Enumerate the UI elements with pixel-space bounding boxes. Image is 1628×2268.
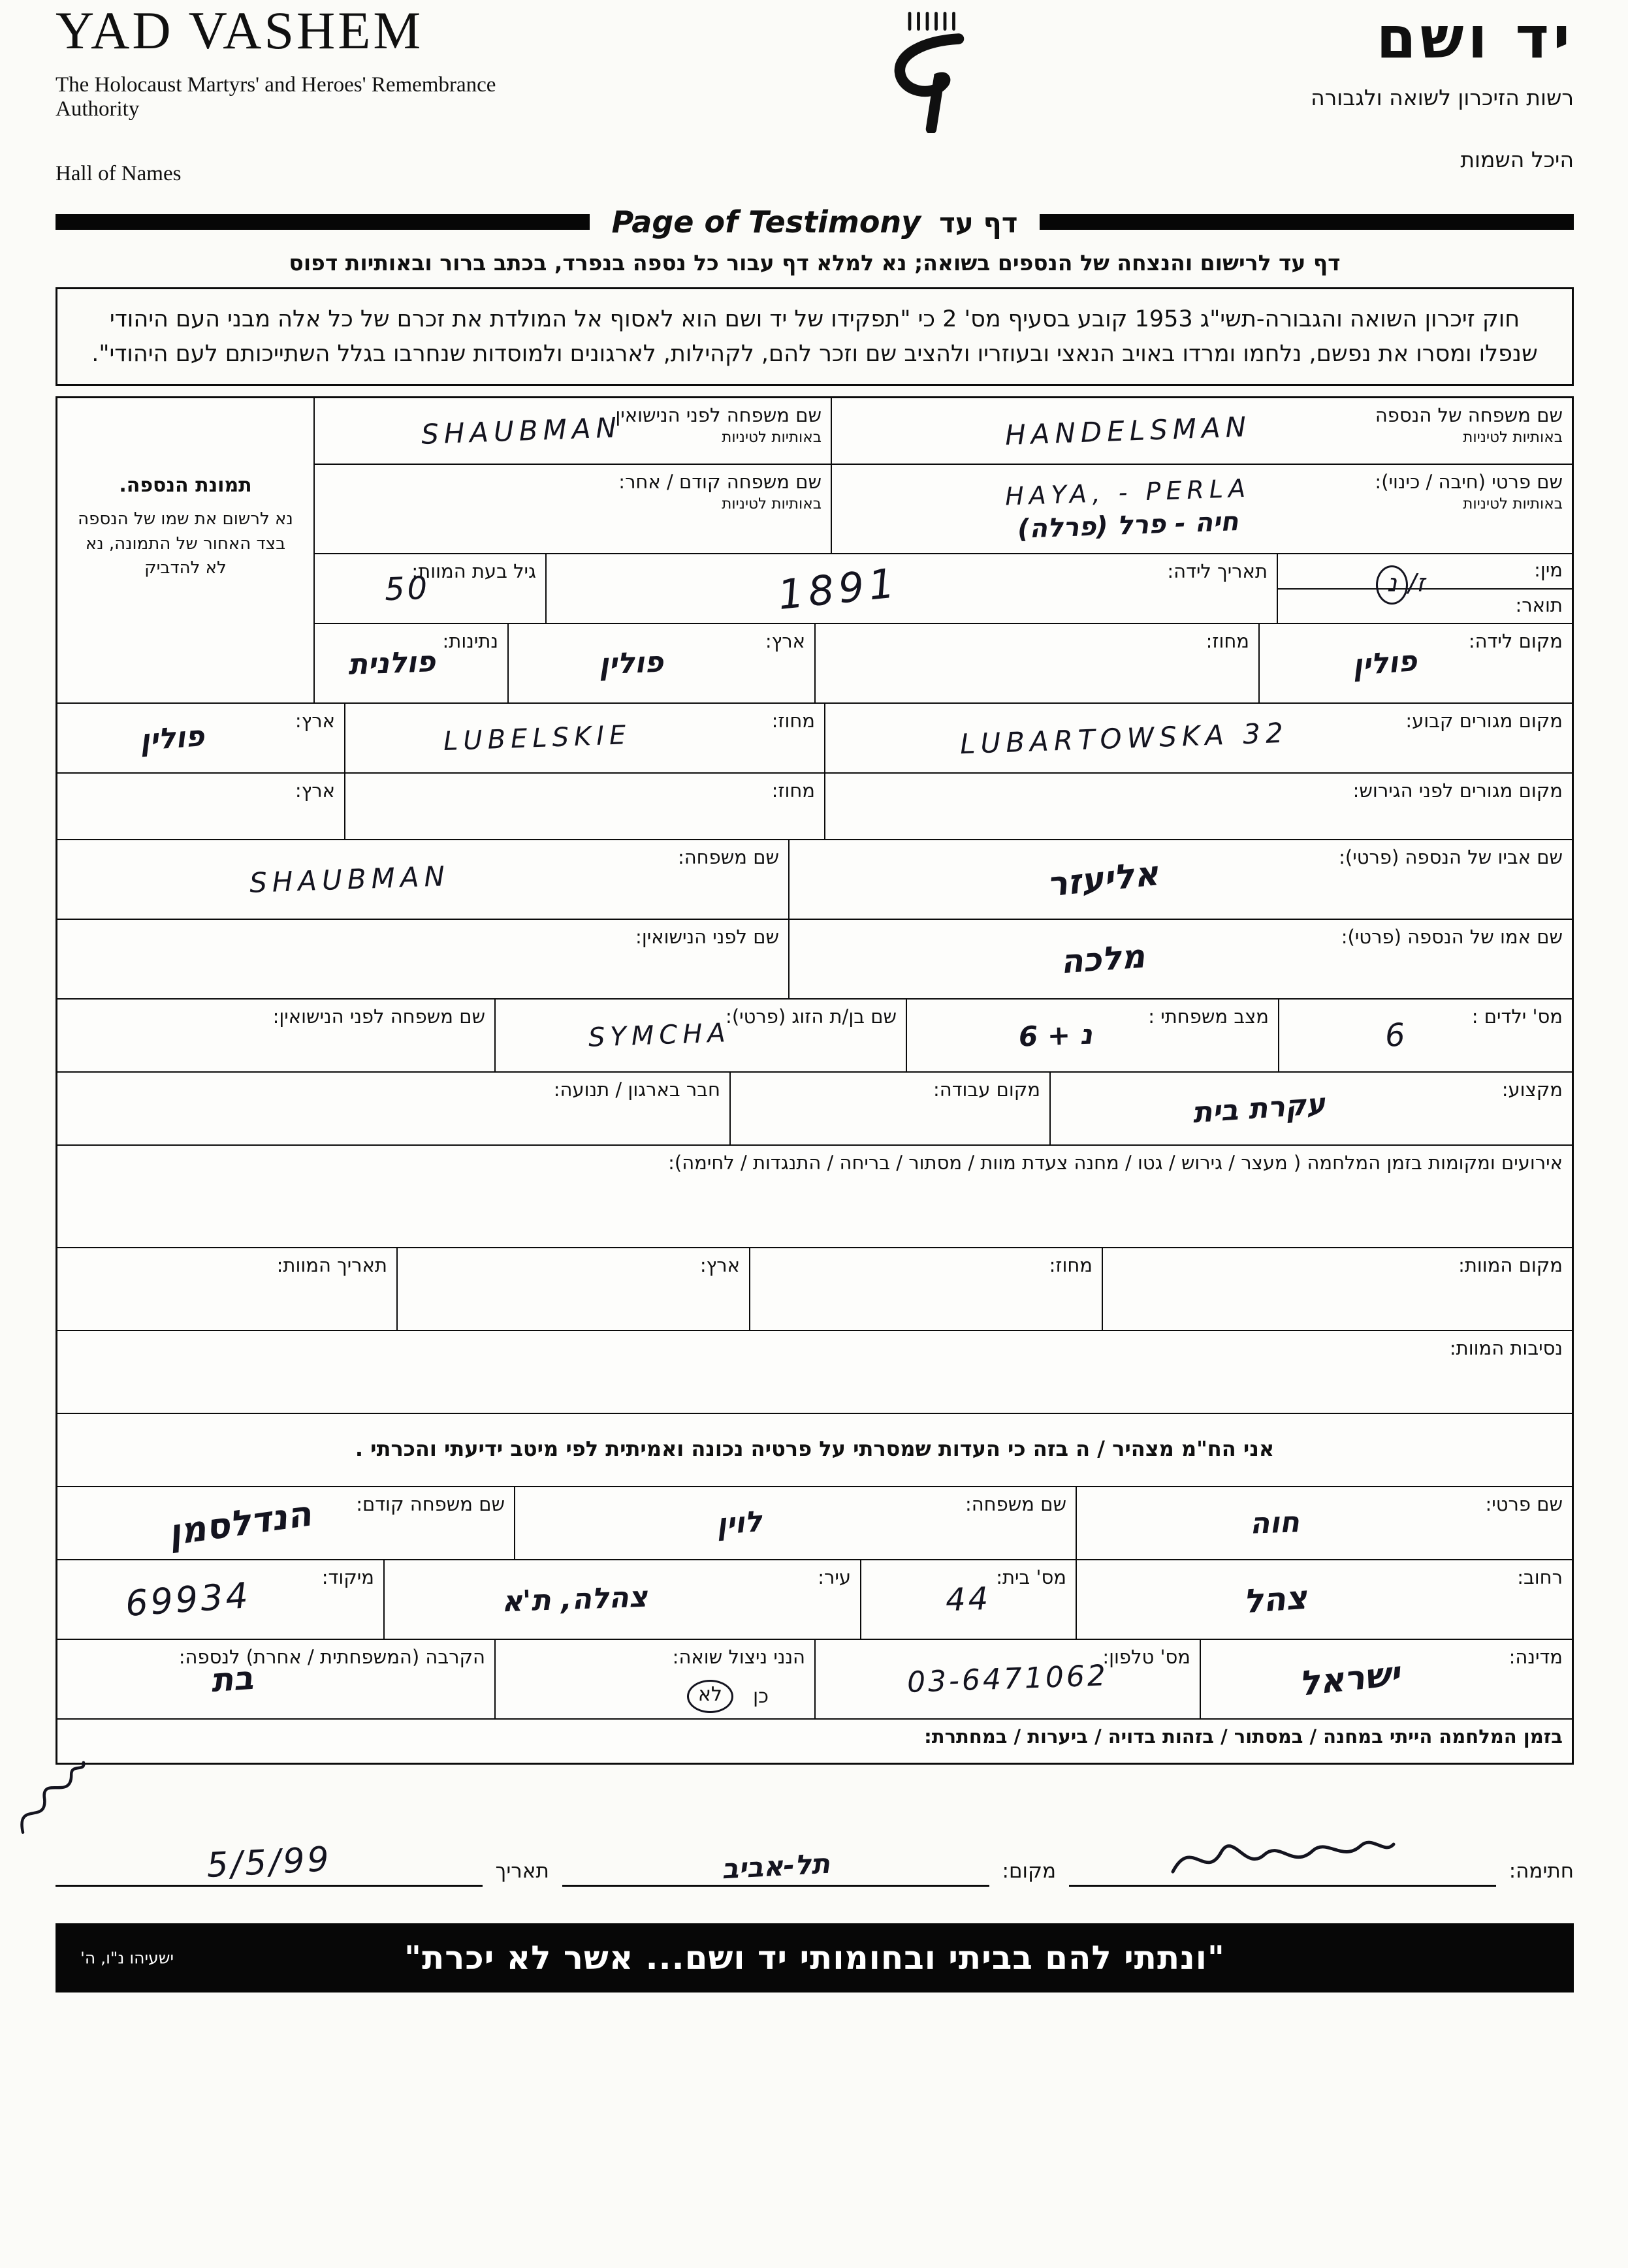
spouse-maiden-name-field xyxy=(57,1000,496,1071)
phone-value: 03-6471062 xyxy=(906,1659,1109,1699)
children-count-label: מס' ילדים : xyxy=(1471,1005,1563,1028)
pre-expulsion-label: מקום מגורים לפני הגירוש: xyxy=(1352,780,1563,802)
marital-status-field xyxy=(907,1000,1279,1071)
death-circumstances-label: נסיבות המוות: xyxy=(1449,1337,1563,1359)
age-at-death-label: גיל בעת המוות: xyxy=(411,560,536,582)
submitter-family-name-value: לוין xyxy=(715,1505,763,1541)
country-label: מדינה: xyxy=(1508,1646,1563,1668)
mother-maiden-name-field xyxy=(57,920,790,998)
profession-value: עקרת בית xyxy=(1191,1087,1327,1130)
house-number-field xyxy=(861,1560,1077,1639)
marital-status-value: נ + 6 xyxy=(1018,1018,1093,1053)
maiden-name-label: שם משפחה לפני הנישואין xyxy=(615,404,822,426)
first-name-label: שם פרטי (חיבה / כינוי): xyxy=(1375,471,1563,493)
father-first-name-field xyxy=(790,840,1572,919)
country-field xyxy=(1201,1640,1572,1718)
birth-place-label: מקום לידה: xyxy=(1468,630,1563,652)
street-field xyxy=(1077,1560,1572,1639)
header-english-block xyxy=(56,1,552,186)
street-value: צהל xyxy=(1241,1578,1308,1621)
workplace-field xyxy=(731,1073,1051,1144)
gender-value xyxy=(1376,569,1425,597)
row-gender-birth xyxy=(315,554,1572,624)
submitter-family-name-field xyxy=(515,1487,1077,1559)
latin-letters-note: באותיות לטיניות xyxy=(1463,429,1563,447)
children-count-field xyxy=(1279,1000,1572,1071)
maiden-name-field xyxy=(315,398,832,464)
hall-of-names-en: Hall of Names xyxy=(56,162,182,185)
residence-district-value: LUBELSKIE xyxy=(442,719,631,757)
signature-label: חתימה: xyxy=(1508,1859,1574,1883)
death-district-label: מחוז: xyxy=(1049,1254,1093,1276)
death-place-field xyxy=(1103,1248,1572,1330)
header xyxy=(56,1,1574,186)
relation-value: בת xyxy=(210,1658,255,1700)
age-at-death-value: 50 xyxy=(383,569,430,608)
org-name-en: YAD VASHEM xyxy=(56,1,424,60)
death-date-label: תאריך המוות: xyxy=(276,1254,387,1276)
age-at-death-field xyxy=(315,554,547,623)
row-submitter-names xyxy=(57,1487,1572,1560)
row-family-status xyxy=(57,1000,1572,1073)
first-name-hebrew-value: חיה - פרל (פרלה) xyxy=(1017,506,1239,544)
death-date-field xyxy=(57,1248,398,1330)
birth-date-label: תאריך לידה: xyxy=(1167,560,1268,582)
latin-letters-note: באותיות לטיניות xyxy=(722,496,822,513)
row-submitter-war-status xyxy=(57,1720,1572,1763)
title-bar xyxy=(56,204,1574,240)
birth-country-value: פולין xyxy=(598,645,664,682)
photo-box-title: תמונת הנספה. xyxy=(119,474,252,497)
latin-letters-note: באותיות לטיניות xyxy=(1463,496,1563,513)
war-events-label: אירועים ומקומות בזמן המלחמה ( מעצר / גירוש / גטו / מחנה צעדת מוות / מסתור / בריחה / התנגדות / לחימה): xyxy=(668,1152,1563,1174)
gender-separator: / xyxy=(1408,569,1417,597)
date-value: 5/5/99 xyxy=(205,1840,332,1885)
first-name-latin-value: HAYA, - PERLA xyxy=(1004,473,1251,511)
testimony-form-table xyxy=(56,396,1574,1765)
organization-label: חבר בארגון / תנועה: xyxy=(553,1079,720,1101)
gender-label: מין: xyxy=(1534,559,1563,581)
citizenship-value: פולנית xyxy=(347,645,436,682)
declaration-text: אני הח"מ מצהיר / ה בזה כי העדות שמסרתי על פרטיה נכונה ואמיתית לפי מיטב ידיעתי והכרתי . xyxy=(355,1436,1275,1461)
survivor-option-no-circled: לא xyxy=(687,1680,733,1713)
phone-label: מס' טלפון: xyxy=(1102,1646,1190,1668)
submitter-former-name-label: שם משפחה קודם: xyxy=(356,1493,505,1515)
footer-quote: "ונתתי להם בביתי ובחומותי יד ושם... אשר לא יכרת" xyxy=(404,1939,1225,1977)
row-war-events xyxy=(57,1146,1572,1248)
marital-status-label: מצב משפחתי : xyxy=(1148,1005,1269,1028)
birth-place-value: פולין xyxy=(1351,644,1418,682)
first-name-field xyxy=(832,465,1572,553)
spouse-name-value: SYMCHA xyxy=(588,1018,731,1053)
residence-label: מקום מגורים קבוע: xyxy=(1405,710,1563,732)
spouse-name-label: שם בן/ת הזוג (פרטי): xyxy=(726,1005,897,1028)
residence-field xyxy=(825,704,1572,772)
war-events-field xyxy=(57,1146,1572,1247)
death-country-field xyxy=(398,1248,750,1330)
citizenship-field xyxy=(315,624,509,702)
title-bar-left-rule xyxy=(56,214,590,230)
former-family-name-field xyxy=(315,465,832,553)
submitter-first-name-label: שם פרטי: xyxy=(1485,1493,1563,1515)
row-profession xyxy=(57,1073,1572,1146)
citizenship-label: נתינות: xyxy=(442,630,498,652)
house-number-value: 44 xyxy=(945,1580,992,1619)
row-permanent-residence xyxy=(57,704,1572,774)
survivor-label: הנני ניצול שואה: xyxy=(672,1646,805,1668)
mother-first-name-value: מלכה xyxy=(1059,937,1146,981)
gender-title-stack xyxy=(1278,554,1572,623)
pre-expulsion-district-field xyxy=(345,774,825,839)
signature-section xyxy=(56,1833,1574,1887)
title-bar-right-rule xyxy=(1040,214,1574,230)
submitter-first-name-field xyxy=(1077,1487,1572,1559)
city-label: עיר: xyxy=(818,1566,851,1588)
page-title-en: Page of Testimony xyxy=(611,204,921,240)
org-tagline-he: רשות הזיכרון לשואה ולגבורה xyxy=(1311,85,1574,110)
photo-box xyxy=(57,398,315,702)
relation-label: הקרבה (המשפחתית / אחרת) לנספה: xyxy=(178,1646,485,1668)
footer-quote-bar xyxy=(56,1923,1574,1992)
profession-field xyxy=(1051,1073,1572,1144)
gender-female-circled: נ xyxy=(1376,565,1408,605)
residence-district-label: מחוז: xyxy=(771,710,815,732)
birth-district-label: מחוז: xyxy=(1205,630,1249,652)
maiden-name-value: SHAUBMAN xyxy=(420,411,622,450)
place-line xyxy=(562,1833,989,1887)
workplace-label: מקום עבודה: xyxy=(933,1079,1040,1101)
footer-citation: ישעיהו נ"ו, ה' xyxy=(80,1948,174,1968)
father-family-name-label: שם משפחה: xyxy=(677,846,779,868)
birth-district-field xyxy=(816,624,1260,702)
submitter-war-status-label: בזמן המלחמה הייתי במחנה / במסתור / בזהות בדויה / ביערות / במחתרת: xyxy=(924,1725,1563,1748)
father-family-name-value: SHAUBMAN xyxy=(249,860,451,899)
form-instructions: דף עד לרישום והנצחה של הנספים בשואה; נא למלא דף עבור כל נספה בנפרד, בכתב ברור ובאותיות דפוס xyxy=(289,250,1341,276)
victim-family-name-value: HANDELSMAN xyxy=(1004,410,1252,452)
row-first-name xyxy=(315,465,1572,554)
title-label: תואר: xyxy=(1515,593,1563,616)
residence-district-field xyxy=(345,704,825,772)
mother-first-name-field xyxy=(790,920,1572,998)
father-family-name-field xyxy=(57,840,790,919)
row-submitter-contact xyxy=(57,1640,1572,1720)
header-hebrew-block xyxy=(1311,4,1574,172)
submitter-former-name-field xyxy=(57,1487,515,1559)
zip-code-field xyxy=(57,1560,385,1639)
pre-expulsion-country-label: ארץ: xyxy=(295,780,335,802)
death-circumstances-field xyxy=(57,1331,1572,1413)
row-family-names xyxy=(315,398,1572,465)
relation-field xyxy=(57,1640,496,1718)
residence-country-value: פולין xyxy=(138,719,206,757)
residence-value: LUBARTOWSKA 32 xyxy=(959,716,1289,760)
residence-country-field xyxy=(57,704,345,772)
page-title-he: דף עד xyxy=(939,207,1018,239)
phone-field xyxy=(816,1640,1201,1718)
zip-code-label: מיקוד: xyxy=(321,1566,374,1588)
row-declaration xyxy=(57,1414,1572,1487)
form-top-section xyxy=(57,398,1572,704)
org-tagline-en: The Holocaust Martyrs' and Heroes' Remembrance Authority xyxy=(56,73,496,121)
pre-expulsion-country-field xyxy=(57,774,345,839)
survivor-options xyxy=(687,1680,769,1713)
street-label: רחוב: xyxy=(1517,1566,1563,1588)
survivor-field xyxy=(496,1640,816,1718)
place-value: תל-אביב xyxy=(720,1847,831,1885)
organization-field xyxy=(57,1073,731,1144)
profession-label: מקצוע: xyxy=(1501,1079,1563,1101)
survivor-option-yes: כן xyxy=(752,1685,769,1708)
children-count-value: 6 xyxy=(1384,1016,1409,1055)
row-father xyxy=(57,840,1572,920)
former-family-name-label: שם משפחה קודם / אחר: xyxy=(618,471,822,493)
date-line xyxy=(56,1833,483,1887)
latin-letters-note: באותיות לטיניות xyxy=(722,429,822,447)
city-field xyxy=(385,1560,861,1639)
yad-vashem-logo-icon xyxy=(882,9,980,136)
victim-family-name-field xyxy=(832,398,1572,464)
birth-date-value: 1891 xyxy=(775,558,902,619)
pre-expulsion-district-label: מחוז: xyxy=(771,780,815,802)
gender-male-option: ז xyxy=(1416,569,1426,597)
place-label: מקום: xyxy=(1002,1859,1057,1883)
death-place-label: מקום המוות: xyxy=(1458,1254,1563,1276)
row-death-place xyxy=(57,1248,1572,1331)
row-death-circumstances xyxy=(57,1331,1572,1414)
birth-place-field xyxy=(1260,624,1572,702)
submitter-family-name-label: שם משפחה: xyxy=(965,1493,1066,1515)
row-birth-place xyxy=(315,624,1572,702)
city-value: צהלה, ת'א xyxy=(501,1580,648,1619)
signature-scribble xyxy=(1165,1826,1400,1889)
house-number-label: מס' בית: xyxy=(996,1566,1066,1588)
birth-date-field xyxy=(547,554,1278,623)
signature-line xyxy=(1069,1833,1496,1887)
submitter-first-name-value: חוה xyxy=(1249,1505,1300,1541)
date-label: תאריך xyxy=(495,1859,549,1883)
spouse-name-field xyxy=(496,1000,907,1071)
row-submitter-address xyxy=(57,1560,1572,1640)
gender-field xyxy=(1278,554,1572,597)
pre-expulsion-field xyxy=(825,774,1572,839)
birth-country-label: ארץ: xyxy=(765,630,805,652)
birth-country-field xyxy=(509,624,816,702)
row-pre-expulsion-residence xyxy=(57,774,1572,840)
zip-code-value: 69934 xyxy=(123,1574,252,1625)
death-district-field xyxy=(750,1248,1103,1330)
photo-box-note: נא לרשום את שמו של הנספה בצד האחור של התמונה, נא לא להדביק xyxy=(78,509,293,578)
org-name-he: יד ושם xyxy=(1376,4,1574,71)
residence-country-label: ארץ: xyxy=(295,710,335,732)
father-first-name-value: אליעזר xyxy=(1044,854,1160,905)
country-value: ישראל xyxy=(1297,1654,1402,1704)
hall-of-names-he: היכל השמות xyxy=(1460,147,1574,172)
mother-maiden-name-label: שם לפני הנישואין: xyxy=(635,926,779,948)
remembrance-law-text: חוק זיכרון השואה והגבורה-תשי"ג 1953 קובע בסעיף מס' 2 כי "תפקידו של יד ושם הוא לאסוף אל המולדת את זכרם של כל אלה מבני העם היהודי שנפלו ומסרו את נפשם, נלחמו ומרדו באויב הנאצי ובעוזריו ולהציב שם וזכר להם, לקהילות, לארגונים ולמוסדות שנחרבו בגלל השתייכותם לעם היהודי". xyxy=(56,287,1574,386)
mother-first-name-label: שם אמו של הנספה (פרטי): xyxy=(1341,926,1563,948)
spouse-maiden-name-label: שם משפחה לפני הנישואין: xyxy=(272,1005,485,1028)
death-country-label: ארץ: xyxy=(699,1254,740,1276)
row-mother xyxy=(57,920,1572,1000)
father-first-name-label: שם אביו של הנספה (פרטי): xyxy=(1339,846,1563,868)
submitter-former-name-value: הנדלסמן xyxy=(166,1492,315,1554)
victim-family-name-label: שם משפחה של הנספה xyxy=(1375,404,1563,426)
